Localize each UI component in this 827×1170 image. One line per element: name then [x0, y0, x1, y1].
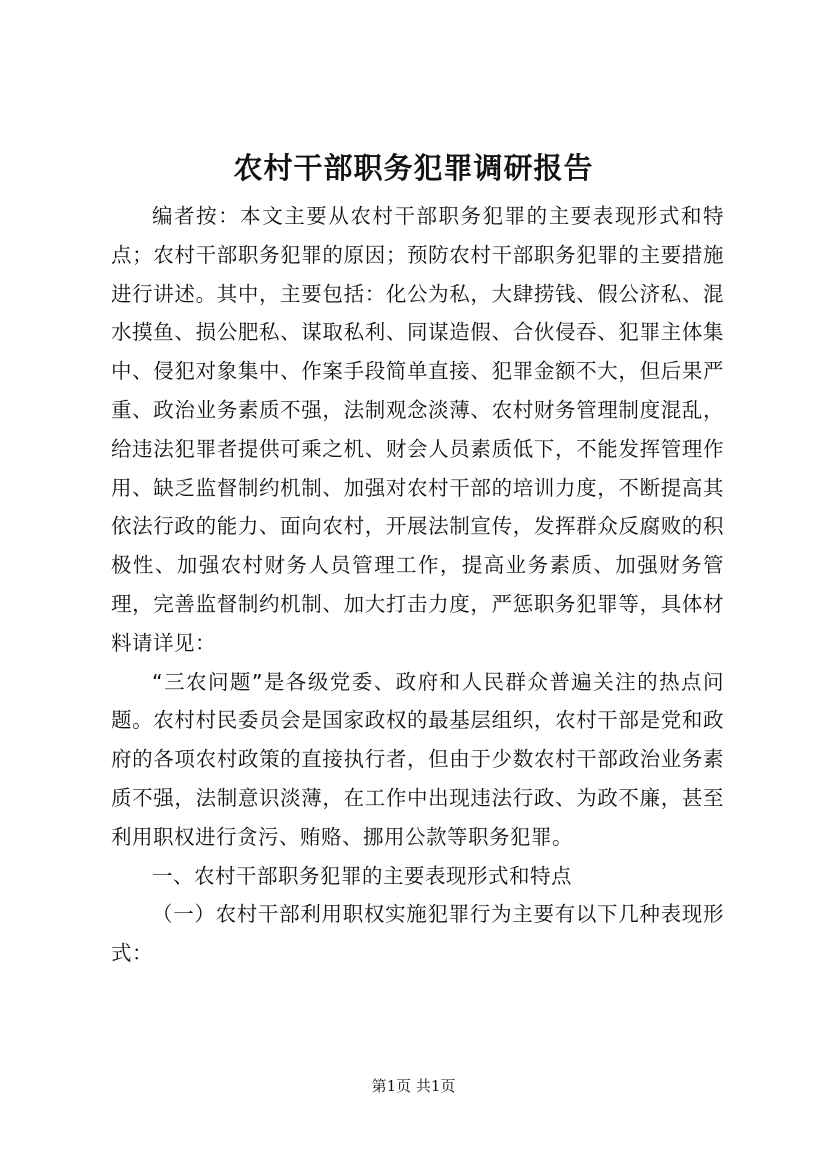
document-body: [111, 197, 724, 973]
page-footer: 第1页 共1页: [371, 1077, 456, 1095]
editor-note-paragraph: 编者按：本文主要从农村干部职务犯罪的主要表现形式和特点；农村干部职务犯罪的原因；预防农村干部职务犯罪的主要措施进行讲述。其中，主要包括：化公为私，大肆捞钱、假公济私、混水摸鱼、损公肥私、谋取私利、同谋造假、合伙侵吞、犯罪主体集中、侵犯对象集中、作案手段简单直接、犯罪金额不大，但后果严重、政治业务素质不强，法制观念淡薄、农村财务管理制度混乱，给违法犯罪者提供可乘之机、财会人员素质低下，不能发挥管理作用、缺乏监督制约机制、加强对农村干部的培训力度，不断提高其依法行政的能力、面向农村，开展法制宣传，发挥群众反腐败的积极性、加强农村财务人员管理工作，提高业务素质、加强财务管理，完善监督制约机制、加大打击力度，严惩职务犯罪等，具体材料请详见：: [111, 204, 724, 655]
document-title: 农村干部职务犯罪调研报告: [233, 151, 594, 185]
intro-paragraph: “三农问题”是各级党委、政府和人民群众普遍关注的热点问题。农村村民委员会是国家政权的最基层组织，农村干部是党和政府的各项农村政策的直接执行者，但由于少数农村干部政治业务素质不强，法制意识淡薄，在工作中出现违法行政、为政不廉，甚至利用职权进行贪污、贿赂、挪用公款等职务犯罪。: [111, 669, 724, 849]
subsection-heading: （一）农村干部利用职权实施犯罪行为主要有以下几种表现形式：: [111, 902, 724, 966]
section-heading: 一、农村干部职务犯罪的主要表现形式和特点: [152, 863, 572, 888]
